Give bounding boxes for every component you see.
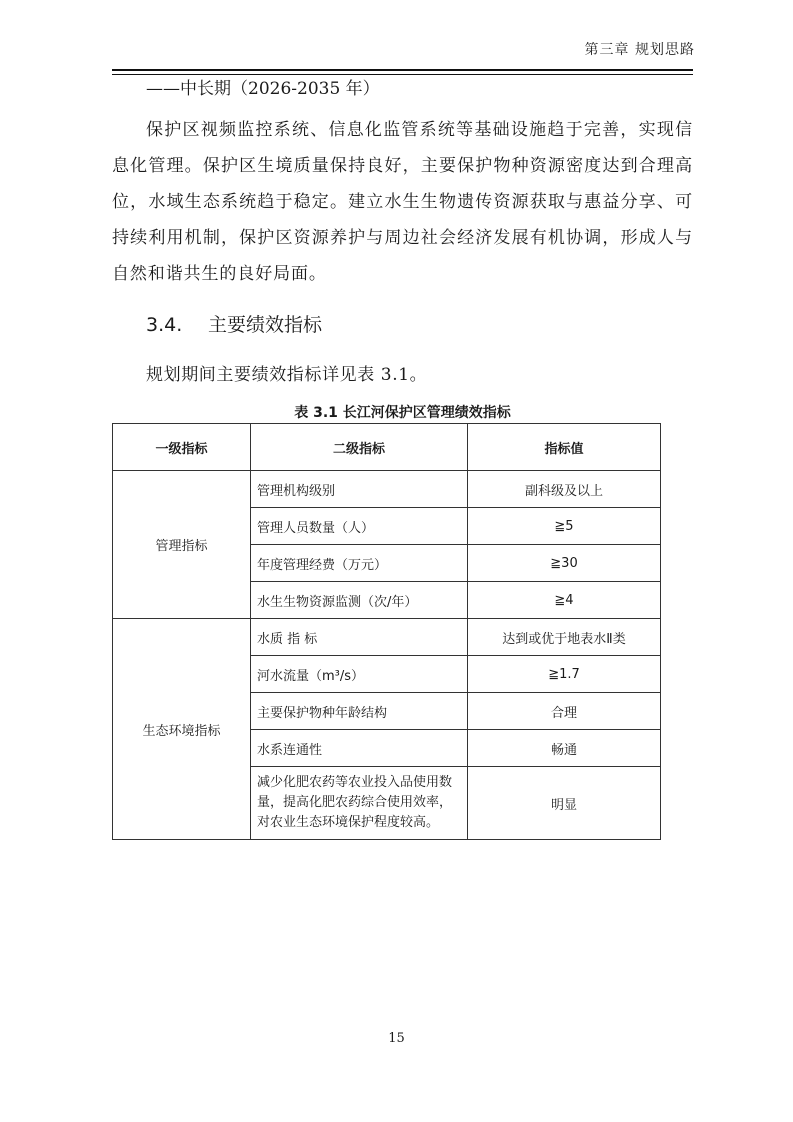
body-paragraph: 保护区视频监控系统、信息化监管系统等基础设施趋于完善，实现信息化管理。保护区生境质量保持良好，主要保护物种资源密度达到合理高位，水域生态系统趋于稳定。建立水生生物遗传资源获取与惠益分享、可持续利用机制，保护区资源养护与周边社会经济发展有机协调，形成人与自然和谐共生的良好局面。 [112, 120, 693, 284]
indicator-cell: 河水流量（m³/s） [251, 656, 468, 693]
section-number: 3.4. [146, 314, 183, 336]
value-cell: 畅通 [468, 730, 661, 767]
header-value: 指标值 [468, 424, 661, 471]
indicator-table [112, 423, 661, 840]
main-content [112, 76, 693, 422]
section-heading [146, 310, 693, 340]
indicator-cell: 减少化肥农药等农业投入品使用数量，提高化肥农药综合使用效率，对农业生态环境保护程度较高。 [251, 767, 468, 840]
value-cell: 明显 [468, 767, 661, 840]
header-rule-thick [112, 69, 693, 71]
indicator-cell: 水生生物资源监测（次/年） [251, 582, 468, 619]
header-level2: 二级指标 [251, 424, 468, 471]
group-management: 管理指标 [113, 471, 251, 619]
chapter-header: 第三章 规划思路 [584, 42, 695, 58]
indicator-cell: 水系连通性 [251, 730, 468, 767]
indicator-cell: 水质 指 标 [251, 619, 468, 656]
table-row [113, 471, 661, 508]
indicator-cell: 管理人员数量（人） [251, 508, 468, 545]
header-level1: 一级指标 [113, 424, 251, 471]
table-intro: 规划期间主要绩效指标详见表 3.1。 [146, 365, 428, 385]
indicator-cell: 管理机构级别 [251, 471, 468, 508]
group-ecology: 生态环境指标 [113, 619, 251, 840]
indicator-cell: 年度管理经费（万元） [251, 545, 468, 582]
value-cell: ≧5 [468, 508, 661, 545]
indicator-cell: 主要保护物种年龄结构 [251, 693, 468, 730]
value-cell: 合理 [468, 693, 661, 730]
value-cell: 达到或优于地表水Ⅱ类 [468, 619, 661, 656]
section-title: 主要绩效指标 [208, 314, 323, 336]
value-cell: ≧30 [468, 545, 661, 582]
value-cell: 副科级及以上 [468, 471, 661, 508]
header-rule-thin [112, 74, 693, 75]
value-cell: ≧1.7 [468, 656, 661, 693]
table-caption: 表 3.1 长江河保护区管理绩效指标 [294, 405, 511, 421]
value-cell: ≧4 [468, 582, 661, 619]
phase-heading: ——中长期（2026-2035 年） [146, 79, 380, 99]
table-header-row [113, 424, 661, 471]
table-row [113, 619, 661, 656]
page-number: 15 [388, 1031, 405, 1046]
